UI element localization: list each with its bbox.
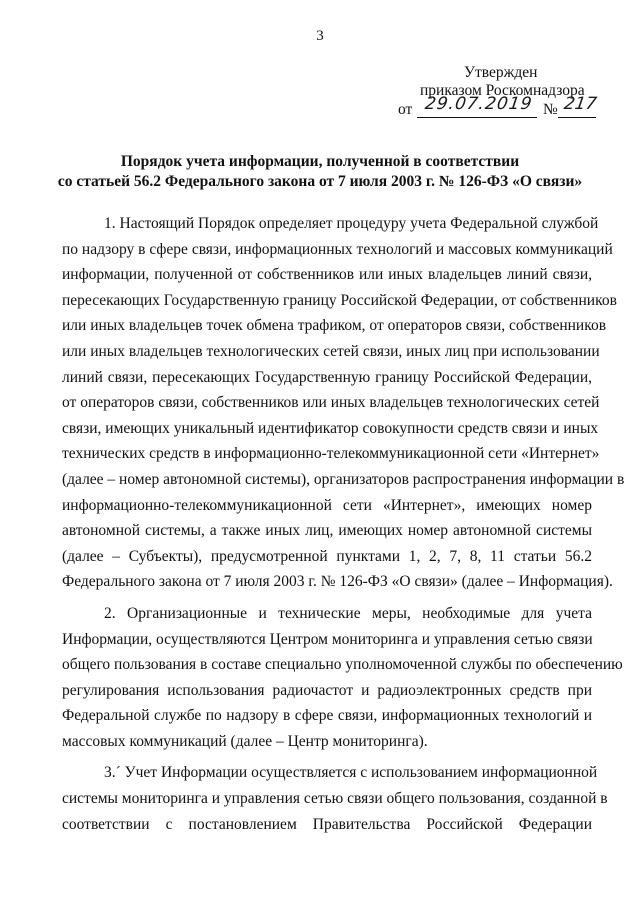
- paragraph-1-line: автономной системы, а также иных лиц, имеющих номер автономной системы: [62, 522, 592, 540]
- paragraph-1-line: связи, имеющих уникальный идентификатор совокупности средств связи и иных: [62, 419, 599, 437]
- title-line-2: со статьей 56.2 Федерального закона от 7 июля 2003 г. № 126-ФЗ «О связи»: [57, 173, 583, 190]
- date-underline: [417, 117, 537, 118]
- paragraph-1-line: технических средств в информационно-телекоммуникационной сети «Интернет»: [62, 445, 600, 463]
- approval-date-number-line: [398, 94, 608, 122]
- paragraph-2-line: массовых коммуникаций (далее – Центр мониторинга).: [62, 732, 428, 750]
- paragraph-1-line: (далее – Субъекты), предусмотренной пунктами 1, 2, 7, 8, 11 статьи 56.2: [62, 547, 592, 565]
- paragraph-2-line: регулирования использования радиочастот и радиоэлектронных средств при: [62, 681, 592, 699]
- approval-line-approved: Утвержден: [464, 64, 538, 81]
- document-title: [40, 152, 600, 192]
- paragraph-1-line: (далее – номер автономной системы), организаторов распространения информации в: [62, 470, 625, 488]
- paragraph-2-line: Федеральной службе по надзору в сфере связи, информационных технологий и: [62, 707, 592, 725]
- paragraph-2-line: общего пользования в составе специально уполномоченной службы по обеспечению: [62, 656, 623, 674]
- paragraph-1-line: пересекающих Государственную границу Российской Федерации, от собственников: [62, 291, 617, 309]
- paragraph-1-line: информации, полученной от собственников или иных владельцев линий связи,: [62, 266, 592, 284]
- paragraph-1-line: 1. Настоящий Порядок определяет процедуру учета Федеральной службой: [104, 215, 599, 232]
- paragraph-3-line: 3.´ Учет Информации осуществляется с использованием информационной: [104, 764, 598, 782]
- number-underline: [558, 117, 596, 118]
- paragraph-1-line: Федерального закона от 7 июля 2003 г. № 126-ФЗ «О связи» (далее – Информация).: [62, 573, 613, 591]
- paragraph-2-line: Информации, осуществляются Центром мониторинга и управления сетью связи: [62, 630, 593, 648]
- page-number: 3: [316, 28, 324, 44]
- title-line-1: Порядок учета информации, полученной в соответствии: [120, 153, 520, 170]
- number-label: №: [543, 101, 558, 118]
- handwritten-number: 217: [562, 94, 598, 114]
- paragraph-1-line: информационно-телекоммуникационной сети «Интернет», имеющих номер: [62, 496, 592, 514]
- paragraph-1-line: линий связи, пересекающих Государственную границу Российской Федерации,: [62, 368, 592, 386]
- paragraph-3-line: соответствии с постановлением Правительства Российской Федерации: [62, 815, 592, 833]
- paragraph-1-line: или иных владельцев точек обмена трафиком, от операторов связи, собственников: [62, 317, 607, 335]
- approval-line-order: приказом Роскомнадзора: [420, 82, 585, 99]
- paragraph-1-line: от операторов связи, собственников или иных владельцев технологических сетей: [62, 394, 600, 412]
- handwritten-date: 29.07.2019: [423, 94, 534, 114]
- document-body: [62, 211, 625, 837]
- paragraph-1-line: по надзору в сфере связи, информационных технологий и массовых коммуникаций: [62, 240, 613, 258]
- paragraph-3-line: системы мониторинга и управления сетью связи общего пользования, созданной в: [62, 790, 608, 808]
- paragraph-2-line: 2. Организационные и технические меры, необходимые для учета: [104, 604, 592, 622]
- date-prefix: от: [398, 101, 413, 118]
- paragraph-1-line: или иных владельцев технологических сетей связи, иных лиц при использовании: [62, 342, 600, 360]
